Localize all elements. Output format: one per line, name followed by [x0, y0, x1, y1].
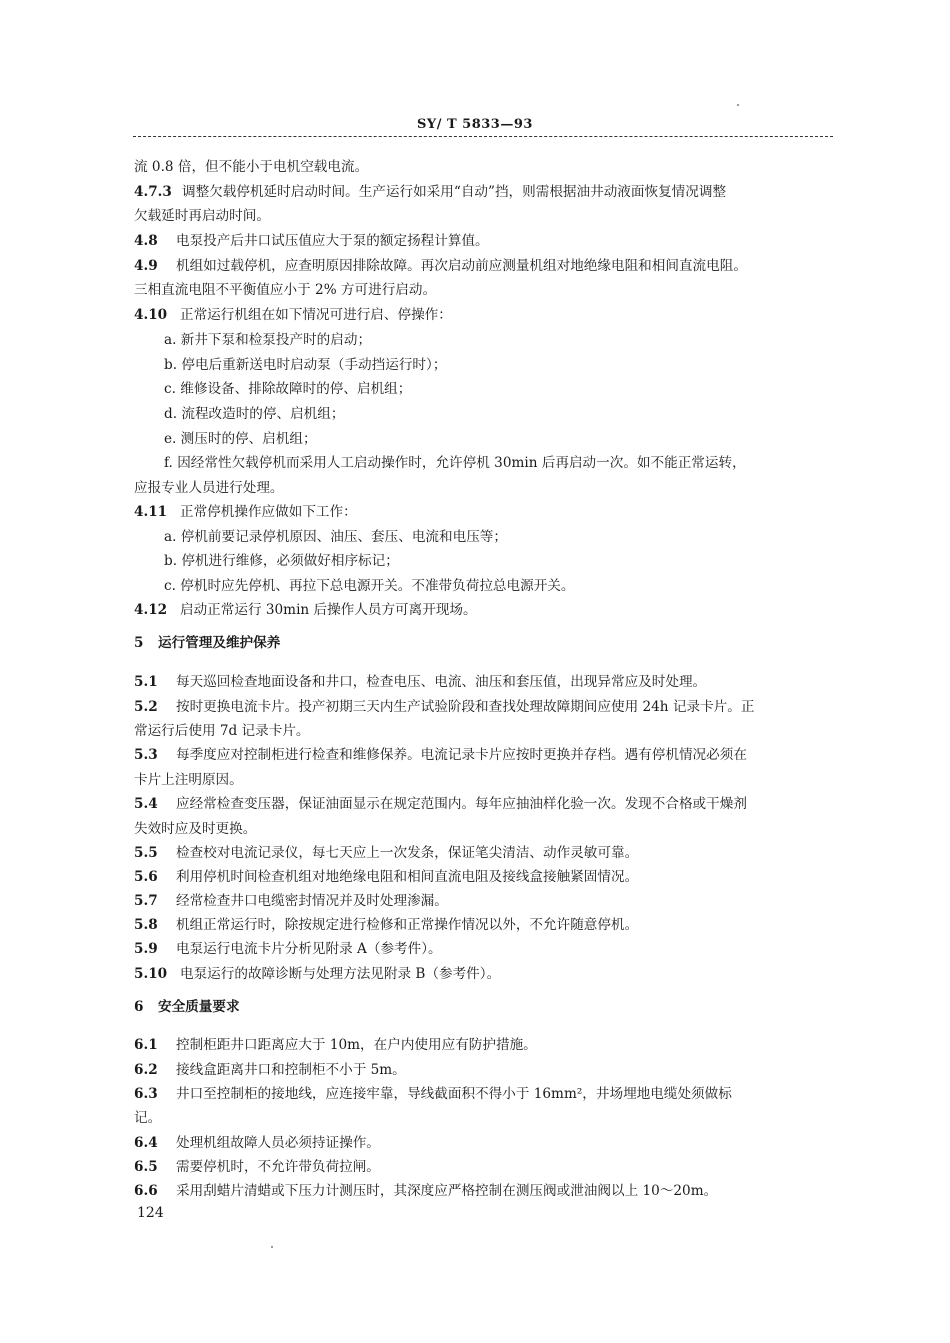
- page-number: 124: [137, 1205, 164, 1221]
- clause-number: 5.3: [134, 747, 158, 763]
- clause-text: 流 0.8 倍，但不能小于电机空载电流。: [134, 159, 369, 175]
- text-line: [134, 940, 834, 958]
- clause-text: 电泵投产后井口试压值应大于泵的额定扬程计算值。: [176, 233, 489, 249]
- clause-text: b. 停机进行维修，必须做好相序标记；: [164, 553, 399, 569]
- clause-number: 5.1: [134, 674, 158, 690]
- text-line: [134, 503, 834, 521]
- clause-number: 6: [134, 999, 144, 1015]
- clause-text: 卡片上注明原因。: [134, 772, 243, 788]
- clause-text: 失效时应及时更换。: [134, 821, 257, 837]
- clause-number: 6.6: [134, 1183, 158, 1199]
- clause-text: 欠载延时再启动时间。: [134, 208, 270, 224]
- clause-number: 4.9: [134, 258, 158, 274]
- text-line: [134, 795, 834, 813]
- text-line: [134, 1036, 834, 1054]
- clause-number: 6.2: [134, 1062, 158, 1078]
- clause-text: 每季度应对控制柜进行检查和维修保养。电流记录卡片应按时更换并存档。遇有停机情况必须在: [176, 747, 747, 763]
- clause-text: 井口至控制柜的接地线，应连接牢靠，导线截面积不得小于 16mm²，井场埋地电缆处须做标: [176, 1086, 732, 1102]
- clause-number: 6.3: [134, 1086, 158, 1102]
- text-line: [134, 158, 834, 176]
- text-line: [134, 698, 834, 716]
- text-line: [134, 232, 834, 250]
- clause-text: c. 停机时应先停机、再拉下总电源开关。不准带负荷拉总电源开关。: [164, 578, 575, 594]
- clause-number: 5.5: [134, 845, 158, 861]
- text-line: [134, 380, 864, 398]
- clause-text: 利用停机时间检查机组对地绝缘电阻和相间直流电阻及接线盒接触紧固情况。: [176, 869, 639, 885]
- clause-text: 机组如过载停机，应查明原因排除故障。再次启动前应测量机组对地绝缘电阻和相间直流电阻。: [176, 258, 747, 274]
- clause-text: 经常检查井口电缆密封情况并及时处理渗漏。: [176, 893, 448, 909]
- text-line: [134, 673, 834, 691]
- clause-text: e. 测压时的停、启机组；: [164, 431, 317, 447]
- clause-text: 运行管理及维护保养: [158, 635, 281, 651]
- clause-text: 电泵运行的故障诊断与处理方法见附录 B（参考件）。: [180, 966, 501, 982]
- text-line: [134, 430, 864, 448]
- clause-text: 控制柜距井口距离应大于 10m，在户内使用应有防护措施。: [176, 1037, 537, 1053]
- clause-text: a. 新井下泵和检泵投产时的启动；: [164, 332, 372, 348]
- clause-text: 调整欠载停机延时启动时间。生产运行如采用“自动”挡，则需根据油井动液面恢复情况调整: [182, 184, 727, 200]
- text-line: [134, 868, 834, 886]
- text-line: [134, 479, 834, 497]
- clause-text: b. 停电后重新送电时启动泵（手动挡运行时）；: [164, 357, 447, 373]
- clause-text: 机组正常运行时，除按规定进行检修和正常操作情况以外，不允许随意停机。: [176, 917, 639, 933]
- clause-number: 5.6: [134, 869, 158, 885]
- text-line: [134, 405, 864, 423]
- text-line: [134, 916, 834, 934]
- clause-number: 5.4: [134, 796, 158, 812]
- clause-number: 5.7: [134, 893, 158, 909]
- clause-number: 4.7.3: [134, 184, 172, 200]
- text-line: [134, 454, 864, 472]
- text-line: [134, 892, 834, 910]
- text-line: [134, 1158, 834, 1176]
- clause-text: 安全质量要求: [158, 999, 240, 1015]
- clause-number: 6.1: [134, 1037, 158, 1053]
- text-line: [134, 306, 834, 324]
- clause-text: f. 因经常性欠载停机而采用人工启动操作时，允许停机 30min 后再启动一次。如不能正常运转，: [164, 455, 746, 471]
- text-line: [134, 577, 864, 595]
- text-line: [134, 1109, 834, 1127]
- clause-number: 4.11: [134, 504, 168, 520]
- section-heading: [134, 634, 834, 652]
- clause-text: a. 停机前要记录停机原因、油压、套压、电流和电压等；: [164, 529, 507, 545]
- clause-text: 采用刮蜡片清蜡或下压力计测压时，其深度应严格控制在测压阀或泄油阀以上 10～20m。: [176, 1183, 718, 1199]
- clause-text: 接线盒距离井口和控制柜不小于 5m。: [176, 1062, 406, 1078]
- clause-number: 5: [134, 635, 144, 651]
- text-line: [134, 1085, 834, 1103]
- header-divider: [133, 136, 833, 137]
- clause-text: 正常停机操作应做如下工作：: [180, 504, 357, 520]
- text-line: [134, 1061, 834, 1079]
- clause-number: 6.4: [134, 1135, 158, 1151]
- text-line: [134, 1134, 834, 1152]
- text-line: [134, 356, 864, 374]
- text-line: [134, 1182, 834, 1200]
- clause-number: 4.10: [134, 307, 168, 323]
- clause-text: 需要停机时，不允许带负荷拉闸。: [176, 1159, 380, 1175]
- text-line: [134, 722, 834, 740]
- clause-text: 启动正常运行 30min 后操作人员方可离开现场。: [180, 602, 477, 618]
- clause-number: 5.10: [134, 966, 168, 982]
- clause-number: 5.2: [134, 699, 158, 715]
- clause-text: 每天巡回检查地面设备和井口，检查电压、电流、油压和套压值，出现异常应及时处理。: [176, 674, 707, 690]
- scan-speck: [737, 104, 739, 106]
- standard-code-header: SY/ T 5833—93: [417, 117, 533, 132]
- clause-number: 5.9: [134, 941, 158, 957]
- text-line: [134, 552, 864, 570]
- clause-text: 应报专业人员进行处理。: [134, 480, 284, 496]
- text-line: [134, 820, 834, 838]
- clause-text: 记。: [134, 1110, 162, 1126]
- clause-number: 4.8: [134, 233, 158, 249]
- clause-text: 检查校对电流记录仪，每七天应上一次发条，保证笔尖清洁、动作灵敏可靠。: [176, 845, 639, 861]
- text-line: [134, 257, 834, 275]
- text-line: [134, 746, 834, 764]
- clause-text: 按时更换电流卡片。投产初期三天内生产试验阶段和查找处理故障期间应使用 24h 记录卡片。正: [176, 699, 755, 715]
- clause-number: 6.5: [134, 1159, 158, 1175]
- text-line: [134, 965, 834, 983]
- text-line: [134, 601, 834, 619]
- text-line: [134, 183, 834, 201]
- text-line: [134, 844, 834, 862]
- clause-text: 三相直流电阻不平衡值应小于 2% 方可进行启动。: [134, 282, 437, 298]
- text-line: [134, 207, 834, 225]
- clause-text: 正常运行机组在如下情况可进行启、停操作：: [180, 307, 452, 323]
- clause-text: 处理机组故障人员必须持证操作。: [176, 1135, 380, 1151]
- clause-text: 应经常检查变压器，保证油面显示在规定范围内。每年应抽油样化验一次。发现不合格或干燥剂: [176, 796, 747, 812]
- clause-text: c. 维修设备、排除故障时的停、启机组；: [164, 381, 412, 397]
- section-heading: [134, 998, 834, 1016]
- clause-text: 电泵运行电流卡片分析见附录 A（参考件）。: [176, 941, 442, 957]
- text-line: [134, 331, 864, 349]
- scan-speck: [271, 1246, 273, 1248]
- clause-text: d. 流程改造时的停、启机组；: [164, 406, 345, 422]
- clause-number: 5.8: [134, 917, 158, 933]
- text-line: [134, 528, 864, 546]
- text-line: [134, 771, 834, 789]
- clause-text: 常运行后使用 7d 记录卡片。: [134, 723, 310, 739]
- clause-number: 4.12: [134, 602, 168, 618]
- text-line: [134, 281, 834, 299]
